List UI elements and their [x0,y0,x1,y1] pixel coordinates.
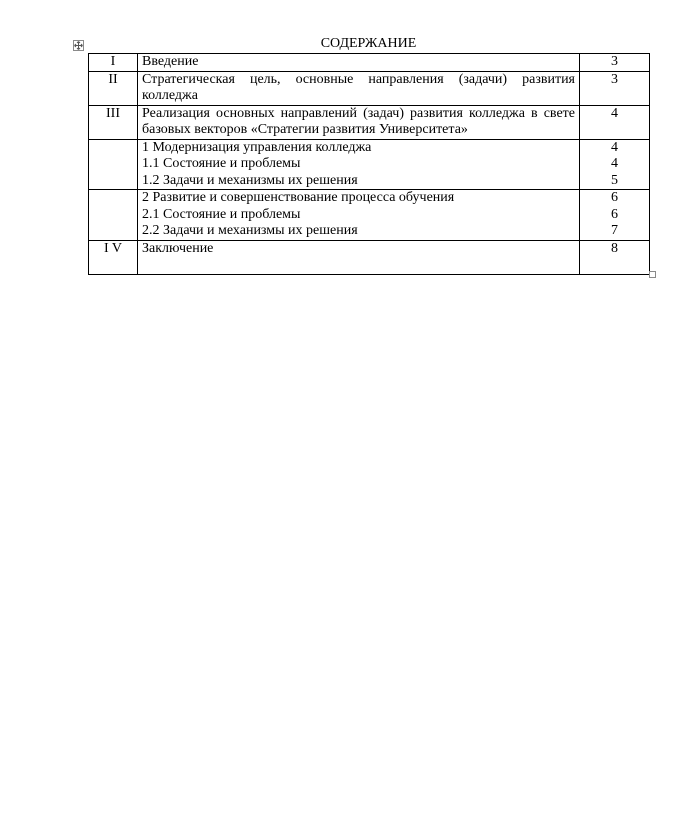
section-title: Реализация основных направлений (задач) развития колледжа в свете базовых векторов «Стратегии развития Университета» [138,105,580,139]
section-title-line: Введение [142,54,199,69]
page-number: 6 [611,190,618,205]
page-number: 5 [611,172,618,188]
section-title [138,240,580,274]
page-number: 3 [611,54,618,69]
page-number: 6 [611,206,618,222]
section-title-line: 2.1 Состояние и проблемы [142,206,301,222]
section-number [89,190,138,241]
section-title: Стратегическая цель, основные направления (задачи) развития колледжа [138,71,580,105]
document-title: СОДЕРЖАНИЕ [320,36,417,51]
page-number-cell [580,139,650,190]
page-number: 8 [611,240,618,256]
page-number-cell [580,190,650,241]
page-number-cell [580,240,650,274]
section-title-line: 2.2 Задачи и механизмы их решения [142,223,358,238]
section-title [138,139,580,190]
section-title-line: 2 Развитие и совершенствование процесса обучения [142,190,455,205]
page-number: 4 [611,139,618,155]
table-row [89,71,650,105]
table-row [89,139,650,190]
section-number: I [89,54,138,72]
section-title-line: 1 Модернизация управления колледжа [142,139,372,155]
page-number-cell [580,105,650,139]
table-of-contents [88,53,650,275]
table-row [89,240,650,274]
section-number [89,139,138,190]
table-row [89,105,650,139]
section-number: III [89,105,138,139]
page-number: 3 [611,71,618,87]
page-number: 4 [611,156,618,171]
section-title [138,54,580,72]
table-move-handle-icon[interactable] [73,40,84,51]
table-row [89,190,650,241]
section-title-line: 1.1 Состояние и проблемы [142,156,301,171]
page-number-cell [580,71,650,105]
section-number: II [89,71,138,105]
section-title-line: Заключение [142,240,214,256]
page-number: 7 [611,223,618,238]
section-number: I V [89,240,138,274]
table-resize-handle[interactable] [649,271,656,278]
page-number: 4 [611,105,618,121]
section-title [138,190,580,241]
page-number-cell [580,54,650,72]
section-title-line: 1.2 Задачи и механизмы их решения [142,172,358,188]
table-row [89,54,650,72]
